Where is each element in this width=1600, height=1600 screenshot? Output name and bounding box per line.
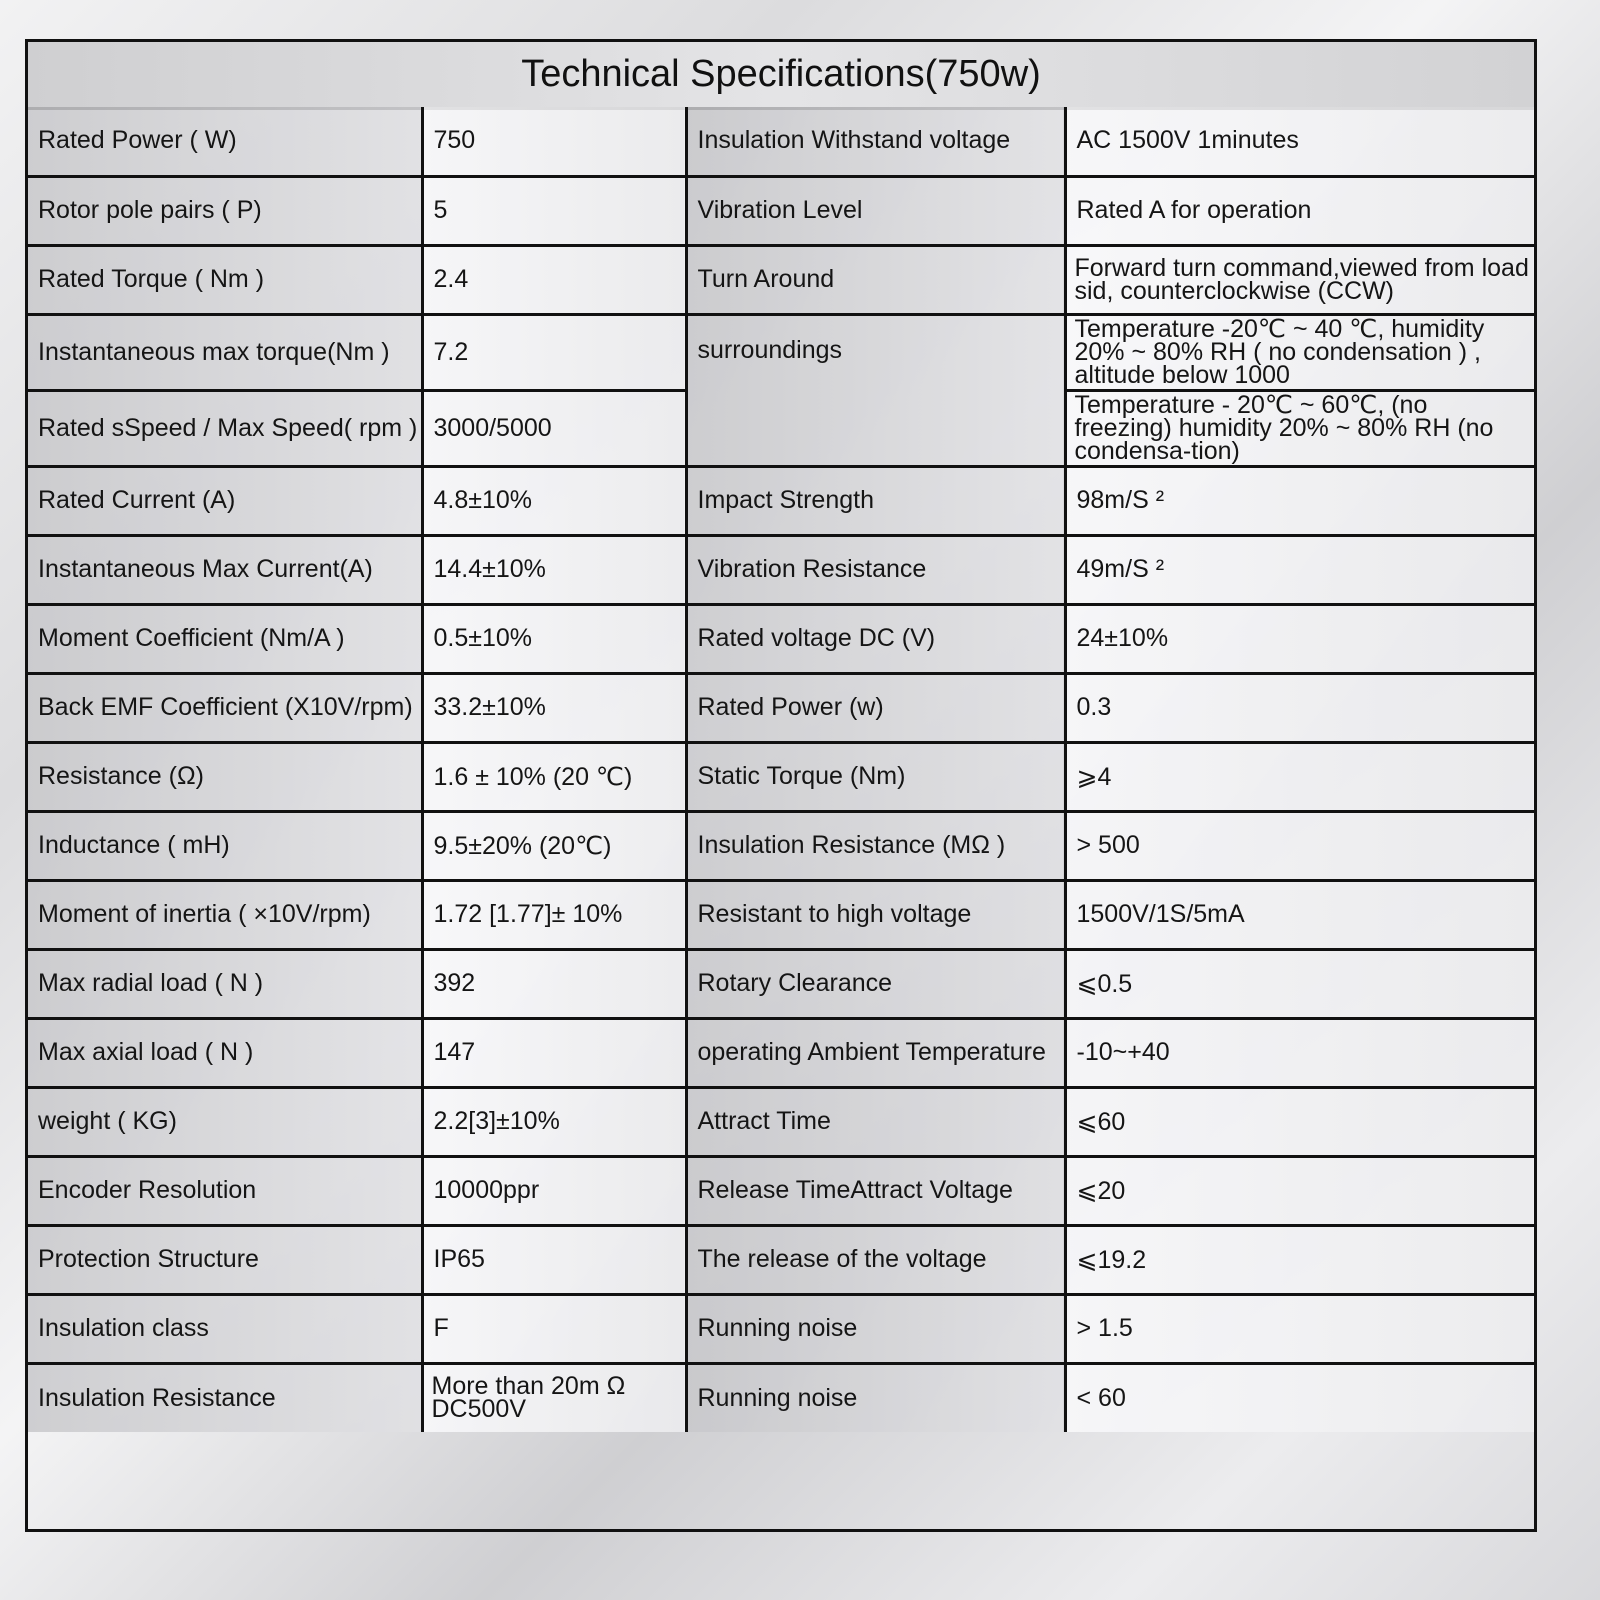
spec-label: weight ( KG) <box>28 1087 422 1156</box>
table-row <box>28 1363 1534 1432</box>
spec-value: ⩽0.5 <box>1065 949 1534 1018</box>
table-row <box>28 880 1534 949</box>
spec-value: 147 <box>422 1018 686 1087</box>
spec-value: More than 20m Ω DC500V <box>422 1363 686 1432</box>
spec-value: 7.2 <box>422 314 686 390</box>
spec-label: Running noise <box>686 1294 1065 1363</box>
table-row <box>28 314 1534 390</box>
spec-value: ⩾4 <box>1065 742 1534 811</box>
spec-value: 33.2±10% <box>422 673 686 742</box>
spec-label: Attract Time <box>686 1087 1065 1156</box>
spec-value: 392 <box>422 949 686 1018</box>
spec-value: -10~+40 <box>1065 1018 1534 1087</box>
spec-label: Rated sSpeed / Max Speed( rpm ) <box>28 390 422 466</box>
spec-value: 4.8±10% <box>422 466 686 535</box>
spec-value: 24±10% <box>1065 604 1534 673</box>
spec-value: Rated A for operation <box>1065 176 1534 245</box>
spec-label: The release of the voltage <box>686 1225 1065 1294</box>
table-row <box>28 811 1534 880</box>
spec-value: Temperature -20℃ ~ 40 ℃, humidity 20% ~ 80% RH ( no condensation ) , altitude below 1000 <box>1065 314 1534 390</box>
spec-value: < 60 <box>1065 1363 1534 1432</box>
spec-label: Insulation class <box>28 1294 422 1363</box>
spec-label: Resistant to high voltage <box>686 880 1065 949</box>
spec-value: > 500 <box>1065 811 1534 880</box>
table-row <box>28 604 1534 673</box>
spec-label: Max axial load ( N ) <box>28 1018 422 1087</box>
spec-label: Rated voltage DC (V) <box>686 604 1065 673</box>
spec-sheet <box>25 39 1537 1532</box>
spec-label: Vibration Resistance <box>686 535 1065 604</box>
spec-label: surroundings <box>686 314 1065 466</box>
spec-value: ⩽19.2 <box>1065 1225 1534 1294</box>
spec-label: Rotor pole pairs ( P) <box>28 176 422 245</box>
spec-value: 10000ppr <box>422 1156 686 1225</box>
spec-label: Encoder Resolution <box>28 1156 422 1225</box>
spec-value: 2.2[3]±10% <box>422 1087 686 1156</box>
spec-value: AC 1500V 1minutes <box>1065 107 1534 176</box>
spec-table <box>28 107 1534 1432</box>
spec-label: Impact Strength <box>686 466 1065 535</box>
spec-value: Forward turn command,viewed from load sid, counterclockwise (CCW) <box>1065 245 1534 314</box>
table-row <box>28 949 1534 1018</box>
spec-label: Moment of inertia ( ×10V/rpm) <box>28 880 422 949</box>
spec-value: 0.3 <box>1065 673 1534 742</box>
spec-label: Rated Power (w) <box>686 673 1065 742</box>
table-row <box>28 107 1534 176</box>
spec-label: Insulation Resistance (MΩ ) <box>686 811 1065 880</box>
spec-label: Instantaneous max torque(Nm ) <box>28 314 422 390</box>
spec-label: operating Ambient Temperature <box>686 1018 1065 1087</box>
spec-value: Temperature - 20℃ ~ 60℃, (no freezing) humidity 20% ~ 80% RH (no condensa-tion) <box>1065 390 1534 466</box>
spec-value: > 1.5 <box>1065 1294 1534 1363</box>
table-row <box>28 742 1534 811</box>
spec-value: 750 <box>422 107 686 176</box>
spec-value: 1500V/1S/5mA <box>1065 880 1534 949</box>
spec-value: 0.5±10% <box>422 604 686 673</box>
spec-value: 9.5±20% (20℃) <box>422 811 686 880</box>
table-row <box>28 1156 1534 1225</box>
spec-value: 1.6 ± 10% (20 ℃) <box>422 742 686 811</box>
table-row <box>28 1087 1534 1156</box>
table-row <box>28 466 1534 535</box>
spec-label: Rotary Clearance <box>686 949 1065 1018</box>
spec-value: F <box>422 1294 686 1363</box>
table-row <box>28 535 1534 604</box>
spec-label: Vibration Level <box>686 176 1065 245</box>
spec-label: Insulation Withstand voltage <box>686 107 1065 176</box>
spec-label: Inductance ( mH) <box>28 811 422 880</box>
spec-label: Moment Coefficient (Nm/A ) <box>28 604 422 673</box>
table-row <box>28 1225 1534 1294</box>
spec-label: Max radial load ( N ) <box>28 949 422 1018</box>
spec-label: Insulation Resistance <box>28 1363 422 1432</box>
spec-label: Resistance (Ω) <box>28 742 422 811</box>
table-row <box>28 245 1534 314</box>
spec-value: ⩽60 <box>1065 1087 1534 1156</box>
spec-label: Instantaneous Max Current(A) <box>28 535 422 604</box>
spec-label: Rated Current (A) <box>28 466 422 535</box>
spec-value: IP65 <box>422 1225 686 1294</box>
spec-value: 98m/S ² <box>1065 466 1534 535</box>
table-row <box>28 1294 1534 1363</box>
spec-label: Turn Around <box>686 245 1065 314</box>
spec-label: Static Torque (Nm) <box>686 742 1065 811</box>
spec-label: Rated Torque ( Nm ) <box>28 245 422 314</box>
spec-value: 5 <box>422 176 686 245</box>
spec-value: 49m/S ² <box>1065 535 1534 604</box>
spec-label: Back EMF Coefficient (X10V/rpm) <box>28 673 422 742</box>
table-row <box>28 1018 1534 1087</box>
spec-value: 3000/5000 <box>422 390 686 466</box>
spec-value: 14.4±10% <box>422 535 686 604</box>
spec-value: 2.4 <box>422 245 686 314</box>
spec-value: 1.72 [1.77]± 10% <box>422 880 686 949</box>
spec-label: Running noise <box>686 1363 1065 1432</box>
spec-value: ⩽20 <box>1065 1156 1534 1225</box>
page-title: Technical Specifications(750w) <box>28 42 1534 110</box>
spec-label: Release TimeAttract Voltage <box>686 1156 1065 1225</box>
table-row <box>28 176 1534 245</box>
spec-label: Protection Structure <box>28 1225 422 1294</box>
table-row <box>28 673 1534 742</box>
spec-label: Rated Power ( W) <box>28 107 422 176</box>
